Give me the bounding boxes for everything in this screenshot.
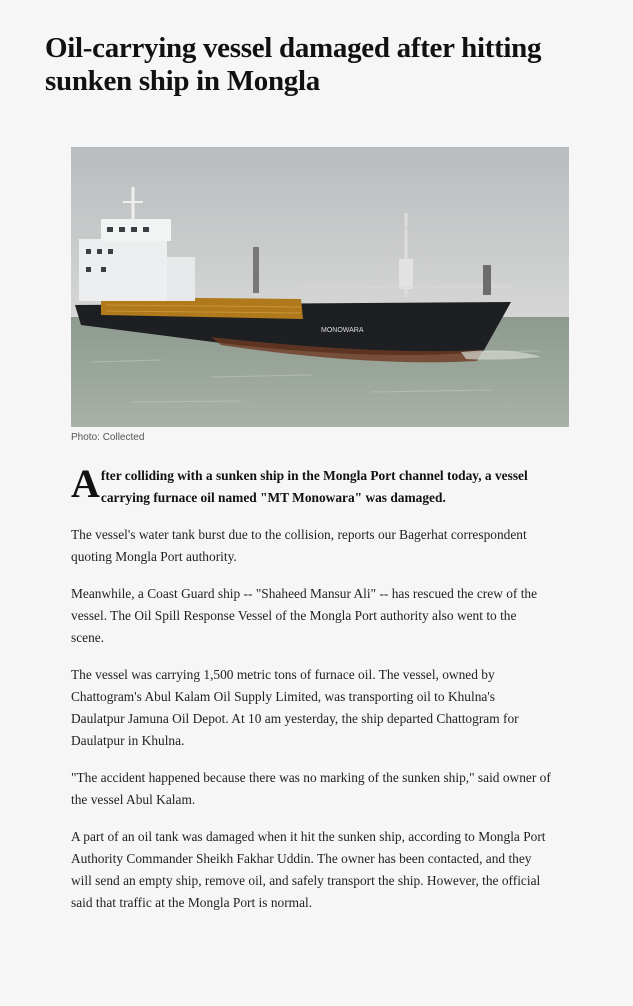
paragraph-2: Meanwhile, a Coast Guard ship -- "Shaheed Mansur Ali" -- has rescued the crew of the vessel. The Oil Spill Response Vessel of the Mongla Port authority also went to the scene. — [71, 586, 538, 645]
lead-text: fter colliding with a sunken ship in the Mongla Port channel today, a vessel carrying furnace oil named "MT Monowara" was damaged. — [100, 468, 528, 505]
ship-photo-icon — [71, 147, 569, 427]
paragraph-4: "The accident happened because there was no marking of the sunken ship," said owner of the vessel Abul Kalam. — [71, 770, 551, 807]
paragraph-1: The vessel's water tank burst due to the collision, reports our Bagerhat correspondent quoting Mongla Port authority. — [71, 527, 527, 564]
photo-caption: Photo: Collected — [71, 432, 145, 443]
headline: Oil-carrying vessel damaged after hitting sunken ship in Mongla — [45, 32, 542, 97]
paragraph-5: A part of an oil tank was damaged when it hit the sunken ship, according to Mongla Port Authority Commander Sheikh Fakhar Uddin. The owner has been contacted, and they will send an empty ship, remove oil, and safely transport the ship. However, the official said that traffic at the Mongla Port is normal. — [71, 829, 546, 910]
svg-text:MONOWARA: MONOWARA — [321, 327, 364, 334]
article-body — [71, 461, 551, 929]
paragraph-3: The vessel was carrying 1,500 metric tons of furnace oil. The vessel, owned by Chattogram's Abul Kalam Oil Supply Limited, was transporting oil to Khulna's Daulatpur Jamuna Oil Depot. At 10 am yesterday, the ship departed Chattogram for Daulatpur in Khulna. — [71, 667, 519, 748]
article-photo — [71, 147, 569, 427]
lead-paragraph — [71, 461, 551, 509]
drop-cap: A — [71, 461, 100, 506]
